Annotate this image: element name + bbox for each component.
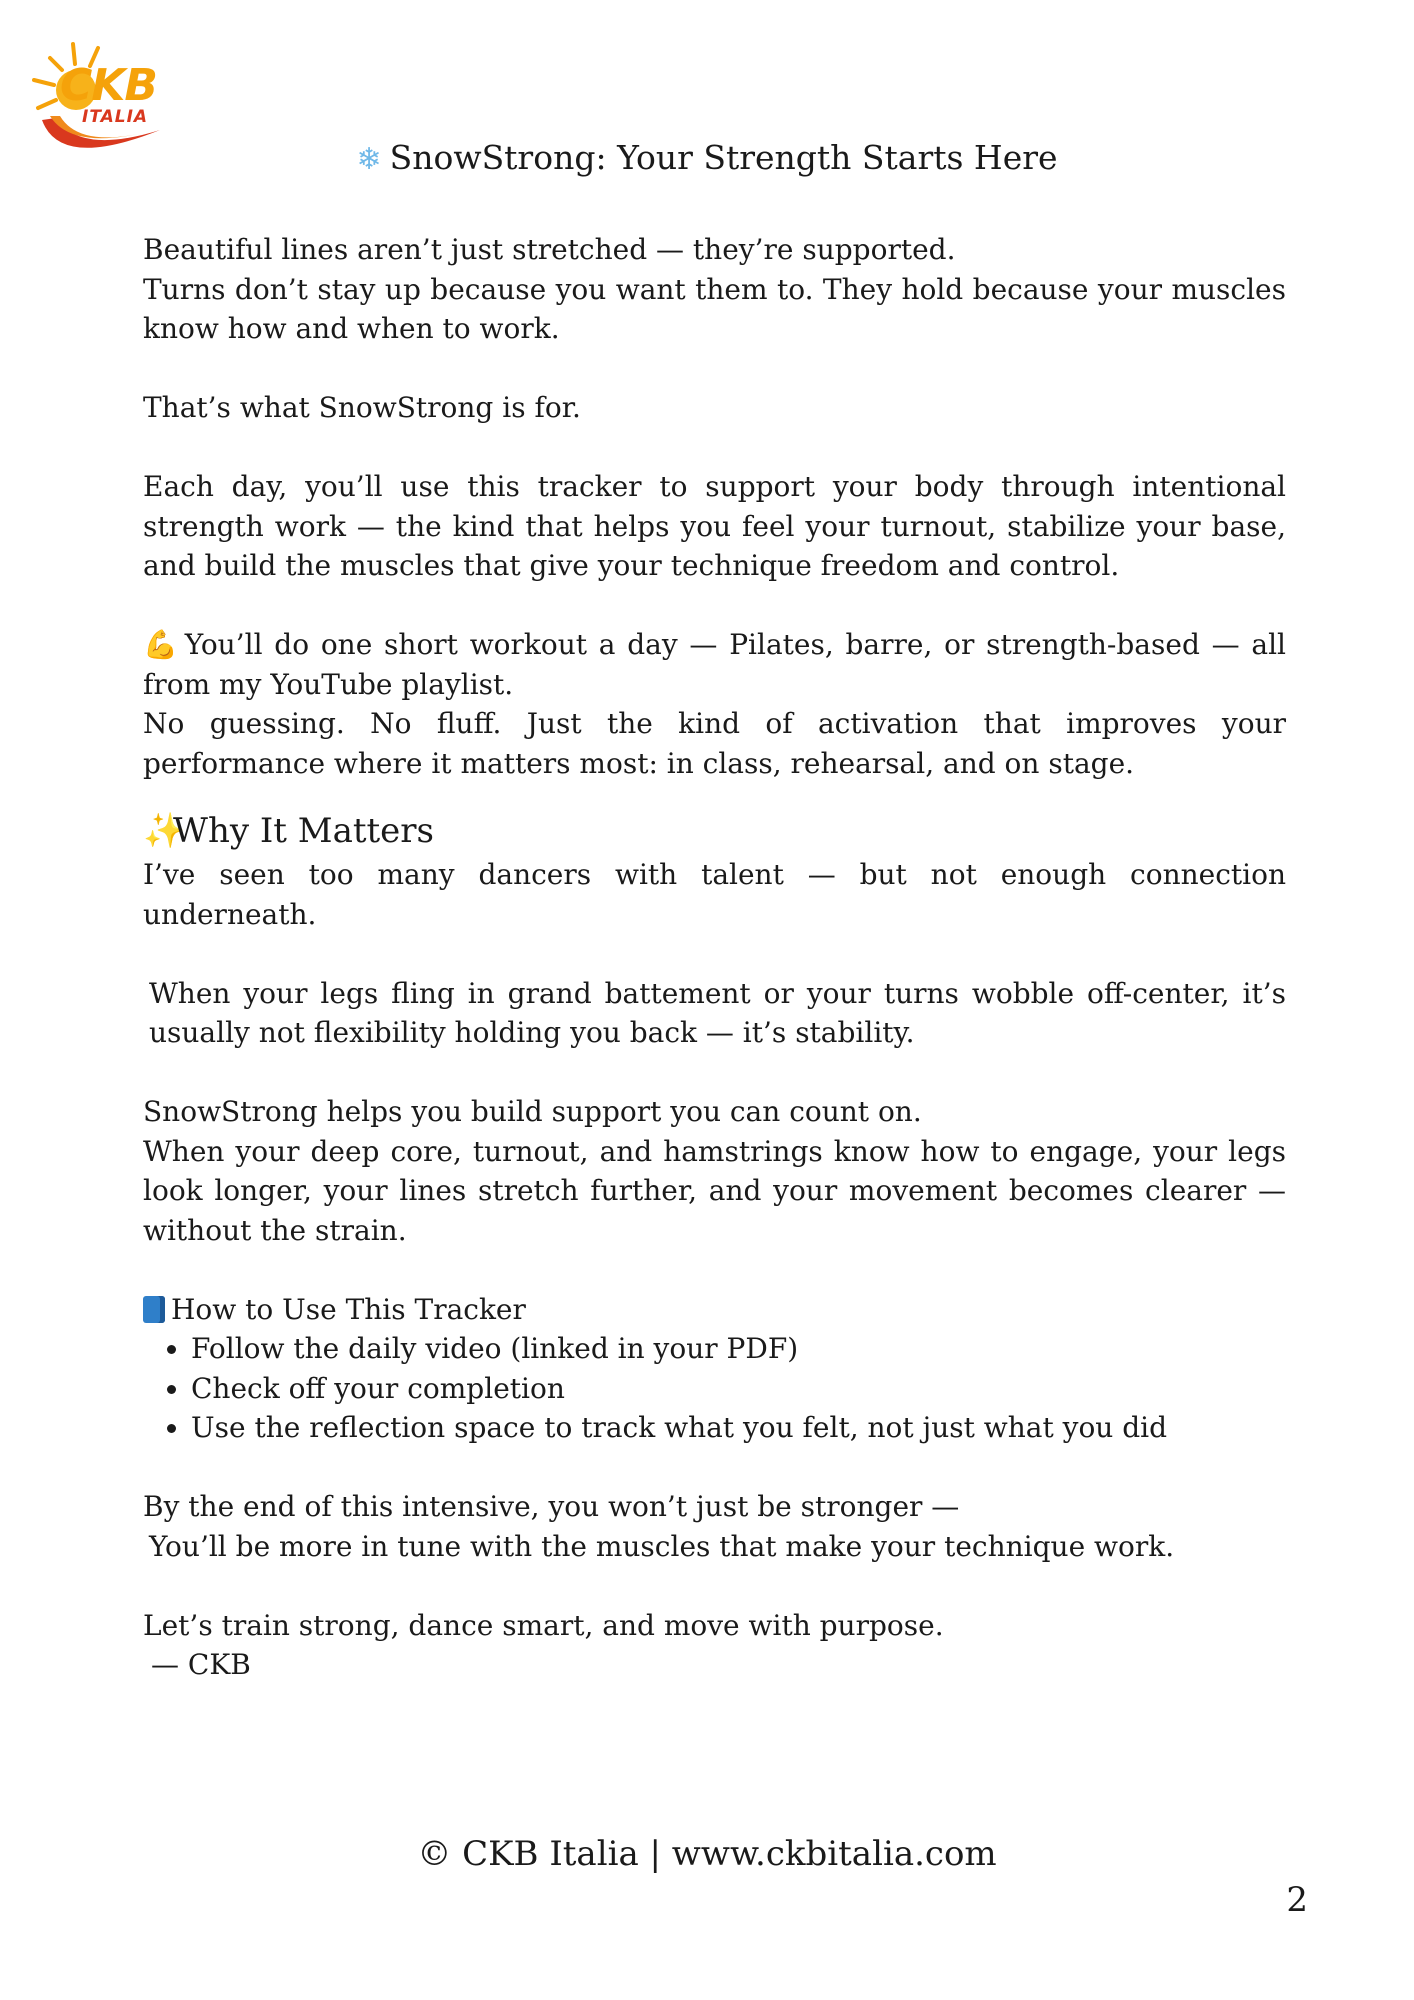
intro-line-1: Beautiful lines aren’t just stretched — they’re supported. xyxy=(143,233,956,266)
logo-sub-text: ITALIA xyxy=(82,107,149,127)
why-heading xyxy=(143,807,1286,855)
closing-line-1: By the end of this intensive, you won’t just be stronger — xyxy=(143,1490,960,1523)
logo-brand-text: CKB xyxy=(60,60,157,111)
list-item: • Follow the daily video (linked in your PDF) xyxy=(191,1329,1286,1369)
intro-line-3: That’s what SnowStrong is for. xyxy=(143,391,581,424)
closing-line-3: Let’s train strong, dance smart, and move with purpose. xyxy=(143,1608,944,1642)
why-paragraph-2: When your legs fling in grand battement or your turns wobble off-center, it’s usually not flexibility holding you back — it’s stability. xyxy=(149,976,1286,1049)
list-item: • Use the reflection space to track what you felt, not just what you did xyxy=(191,1408,1286,1448)
page-footer: © CKB Italia | www.ckbitalia.com xyxy=(417,1834,997,1874)
page-title xyxy=(0,136,1414,182)
workout-paragraph xyxy=(143,625,1286,704)
snowflake-icon: ❄ xyxy=(356,142,382,177)
document-body xyxy=(143,230,1286,1685)
closing-line-2: You’ll be more in tune with the muscles that make your technique work. xyxy=(149,1529,1175,1563)
howto-heading-text: How to Use This Tracker xyxy=(171,1292,526,1326)
list-item: • Check off your completion xyxy=(191,1369,1286,1409)
howto-list xyxy=(143,1329,1286,1448)
intro-paragraph: Each day, you’ll use this tracker to support your body through intentional strength work — the kind that helps you feel your turnout, stabilize your base, and build the muscles that give your technique freedom and control. xyxy=(143,470,1286,582)
howto-heading xyxy=(143,1290,1286,1330)
signature: — CKB xyxy=(151,1648,251,1681)
why-paragraph-1: I’ve seen too many dancers with talent — but not enough connection underneath. xyxy=(143,858,1286,931)
workout-text: You’ll do one short workout a day — Pilates, barre, or strength-based — all from my YouTube playlist. xyxy=(143,628,1286,701)
book-icon xyxy=(143,1296,165,1323)
why-paragraph-3a: SnowStrong helps you build support you can count on. xyxy=(143,1095,922,1128)
why-heading-text: Why It Matters xyxy=(173,811,434,851)
no-guessing-paragraph: No guessing. No fluff. Just the kind of activation that improves your performance where it matters most: in class, rehearsal, and on stage. xyxy=(143,707,1286,780)
flexed-bicep-icon: 💪 xyxy=(143,628,178,661)
sparkles-icon: ✨ xyxy=(143,811,186,851)
why-paragraph-3b: When your deep core, turnout, and hamstrings know how to engage, your legs look longer, your lines stretch further, and your movement becomes clearer — without the strain. xyxy=(143,1134,1286,1247)
page-number: 2 xyxy=(1286,1880,1308,1920)
page-title-text: SnowStrong: Your Strength Starts Here xyxy=(389,138,1058,177)
intro-line-2: Turns don’t stay up because you want them to. They hold because your muscles know how and when to work. xyxy=(143,272,1286,345)
